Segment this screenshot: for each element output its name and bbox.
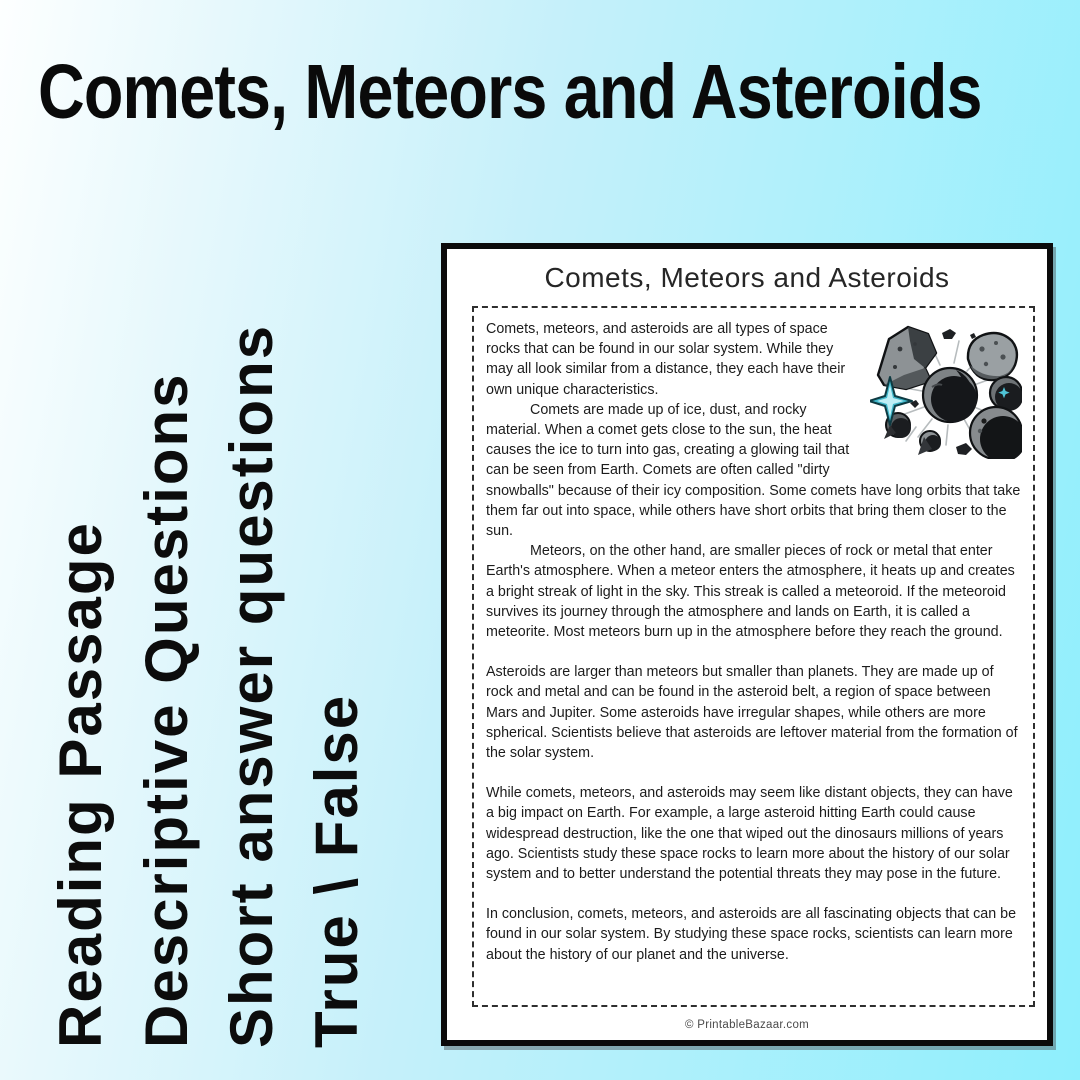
page-title: Comets, Meteors and Asteroids xyxy=(38,49,982,135)
passage-paragraph: Comets, meteors, and asteroids are all types of space rocks that can be found in our solar system. While they may all look similar from a distance, they each have their own unique characteristics. xyxy=(486,321,846,398)
passage-paragraph: In conclusion, comets, meteors, and asteroids are all fascinating objects that can be found in our solar system. By studying these space rocks, scientists can learn more about the history of our planet and the universe. xyxy=(486,906,1017,963)
large-sphere-bottom-right xyxy=(970,407,1022,459)
asteroids-illustration xyxy=(870,319,1022,459)
small-sphere-right xyxy=(990,377,1022,411)
passage-paragraph: Asteroids are larger than meteors but smaller than planets. They are made up of rock and metal and can be found in the asteroid belt, a region of space between Mars and Jupiter. Some asteroids have irregular shapes, while others are more spherical. Scientists believe that asteroids are leftover material from the formation of the solar system. xyxy=(486,664,1018,762)
document-title: Comets, Meteors and Asteroids xyxy=(544,262,950,293)
side-label-true-false: True \ False xyxy=(303,693,370,1048)
side-label-reading-passage: Reading Passage xyxy=(47,521,114,1048)
passage-paragraph: While comets, meteors, and asteroids may seem like distant objects, they can have a big impact on Earth. For example, a large asteroid hitting Earth could cause widespread destruction, like the one that wiped out the dinosaurs millions of years ago. Scientists study these space rocks to learn more about the history of our solar system and to better understand the potential threats they may pose in the future. xyxy=(486,785,1013,883)
worksheet-page xyxy=(441,243,1053,1046)
cratered-asteroid xyxy=(968,333,1017,380)
side-label-short-answer-questions: Short answer questions xyxy=(218,323,285,1048)
copyright-footer: © PrintableBazaar.com xyxy=(684,1019,810,1031)
passage-paragraph: Comets are made up of ice, dust, and rocky material. When a comet gets close to the sun, the heat causes the ice to turn into gas, creating a glowing tail that can be seen from Earth. Comets are often called "dirty snowballs" because of their icy composition. Some comets have long orbits that take them far out into space, while others have short orbits that bring them closer to the sun. xyxy=(486,401,1021,540)
side-label-descriptive-questions: Descriptive Questions xyxy=(133,372,200,1048)
reading-passage-box xyxy=(472,306,1035,1007)
passage-paragraph: Meteors, on the other hand, are smaller pieces of rock or metal that enter Earth's atmosphere. When a meteor enters the atmosphere, it heats up and creates a bright streak of light in the sky. This streak is called a meteoroid. If the meteoroid survives its journey through the atmosphere and lands on Earth, it is called a meteorite. Most meteors burn up in the atmosphere before they reach the ground. xyxy=(486,543,1015,641)
